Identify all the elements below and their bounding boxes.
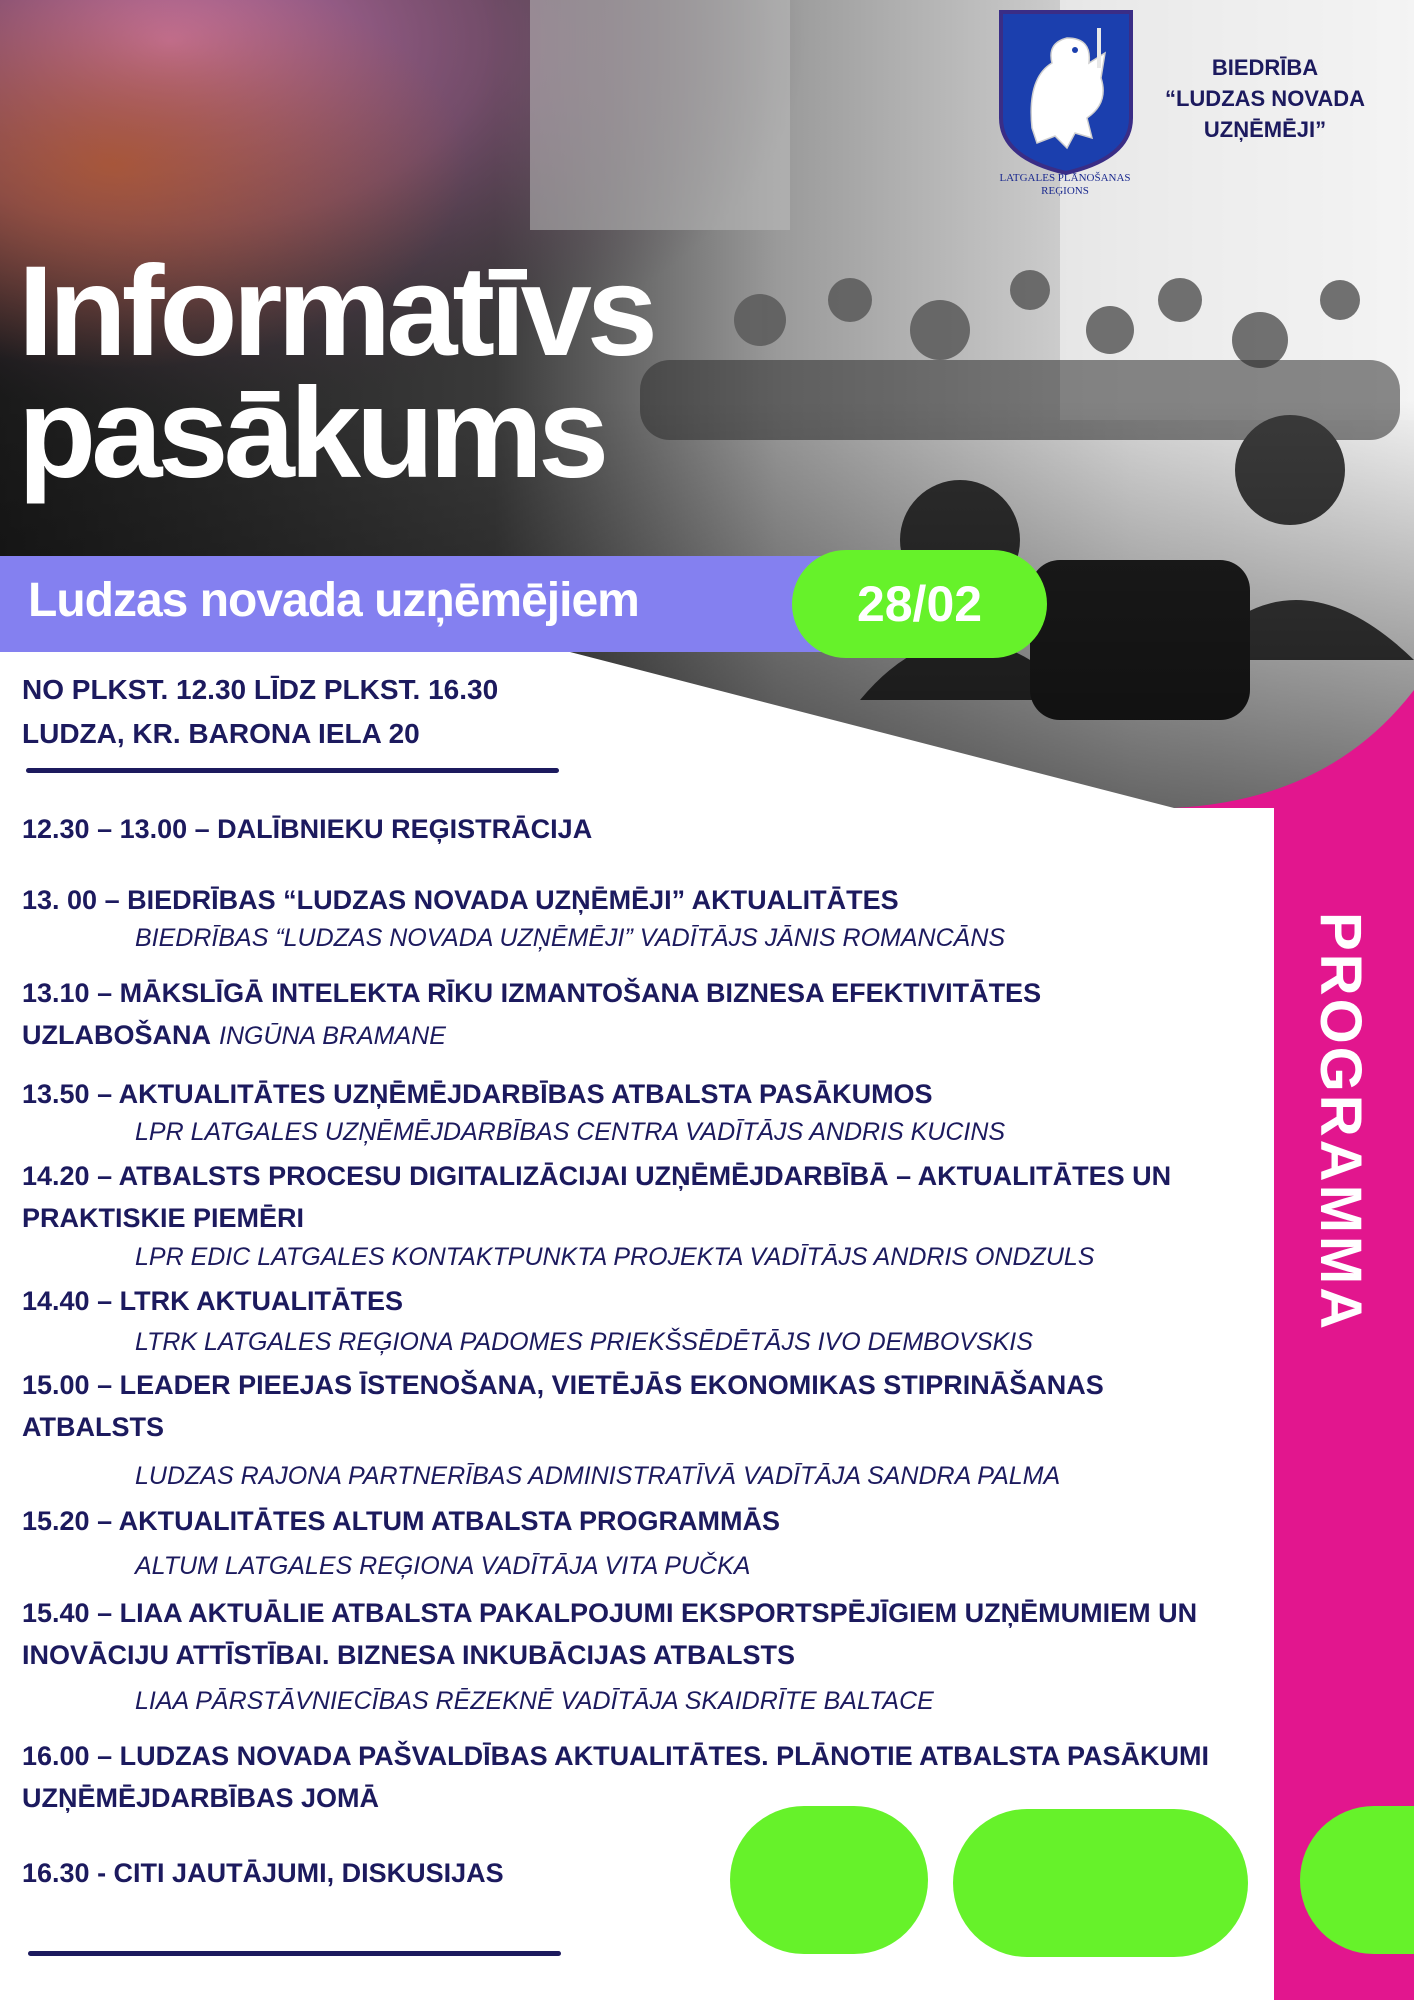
schedule-item-title: 13.50 – AKTUALITĀTES UZŅĒMĒJDARBĪBAS ATBALSTA PASĀKUMOS [22,1079,933,1109]
schedule-item-title: 15.20 – AKTUALITĀTES ALTUM ATBALSTA PROGRAMMĀS [22,1506,781,1536]
schedule-item-title: 15.40 – LIAA AKTUĀLIE ATBALSTA PAKALPOJUMI EKSPORTSPĒJĪGIEM UZŅĒMUMIEM UN INOVĀCIJU ATTĪSTĪBAI. BIZNESA INKUBĀCIJAS ATBALSTS [22,1598,1198,1670]
schedule-item-title: 16.30 - CITI JAUTĀJUMI, DISKUSIJAS [22,1858,504,1888]
schedule-item-speaker: LPR LATGALES UZŅĒMĒJDARBĪBAS CENTRA VADĪTĀJS ANDRIS KUCINS [135,1118,1006,1146]
schedule-item-title: 12.30 – 13.00 – DALĪBNIEKU REĢISTRĀCIJA [22,814,593,844]
event-location: LUDZA, KR. BARONA IELA 20 [22,718,420,749]
schedule-item-title: 14.20 – ATBALSTS PROCESU DIGITALIZĀCIJAI UZŅĒMĒJDARBĪBĀ – AKTUALITĀTES UN PRAKTISKIE PIEMĒRI [22,1161,1172,1233]
schedule-item-speaker: INGŪNA BRAMANE [219,1022,446,1050]
schedule-item-speaker: ALTUM LATGALES REĢIONA VADĪTĀJA VITA PUČKA [135,1552,751,1580]
schedule-item-speaker: BIEDRĪBAS “LUDZAS NOVADA UZŅĒMĒJI” VADĪTĀJS JĀNIS ROMANCĀNS [135,924,1006,952]
title-line-2: pasākums [18,362,605,505]
schedule-item-speaker: LTRK LATGALES REĢIONA PADOMES PRIEKŠSĒDĒTĀJS IVO DEMBOVSKIS [135,1328,1033,1356]
subtitle-text: Ludzas novada uzņēmējiem [28,574,639,627]
logo-caption: LATGALES PLĀNOŠANAS REĢIONS [999,172,1131,197]
schedule-item-title: 15.00 – LEADER PIEEJAS ĪSTENOŠANA, VIETĒJĀS EKONOMIKAS STIPRINĀŠANAS ATBALSTS [22,1370,1104,1442]
schedule-item-title: 14.40 – LTRK AKTUALITĀTES [22,1286,404,1316]
event-time: NO PLKST. 12.30 LĪDZ PLKST. 16.30 [22,674,499,705]
schedule-item-speaker: LIAA PĀRSTĀVNIECĪBAS RĒZEKNĒ VADĪTĀJA SKAIDRĪTE BALTACE [135,1687,934,1715]
decorative-green-blob [730,1806,928,1954]
title-line-1: Informatīvs [18,240,653,383]
schedule-item-title: 16.00 – LUDZAS NOVADA PAŠVALDĪBAS AKTUALITĀTES. PLĀNOTIE ATBALSTA PASĀKUMI UZŅĒMĒJDARBĪBAS JOMĀ [22,1741,1210,1813]
schedule-item-title: 13.10 – MĀKSLĪGĀ INTELEKTA RĪKU IZMANTOŠANA BIZNESA EFEKTIVITĀTES UZLABOŠANA INGŪNA BRAMANE [22,978,1042,1050]
schedule-item-title: 13. 00 – BIEDRĪBAS “LUDZAS NOVADA UZŅĒMĒJI” AKTUALITĀTES [22,885,899,915]
program-side-label: PROGRAMMA [1308,912,1373,1333]
decorative-green-blob [953,1809,1248,1957]
organization-name: BIEDRĪBA “LUDZAS NOVADA UZŅĒMĒJI” [1164,55,1366,142]
event-title [18,240,653,505]
bottom-divider [28,1951,561,1956]
event-details [22,668,498,756]
schedule-item-speaker: LUDZAS RAJONA PARTNERĪBAS ADMINISTRATĪVĀ VADĪTĀJA SANDRA PALMA [135,1462,1061,1490]
griffin-coat-of-arms-icon [997,8,1135,198]
schedule-item-speaker: LPR EDIC LATGALES KONTAKTPUNKTA PROJEKTA VADĪTĀJS ANDRIS ONDZULS [135,1243,1095,1271]
date-badge: 28/02 [792,550,1047,658]
top-divider [26,768,559,773]
